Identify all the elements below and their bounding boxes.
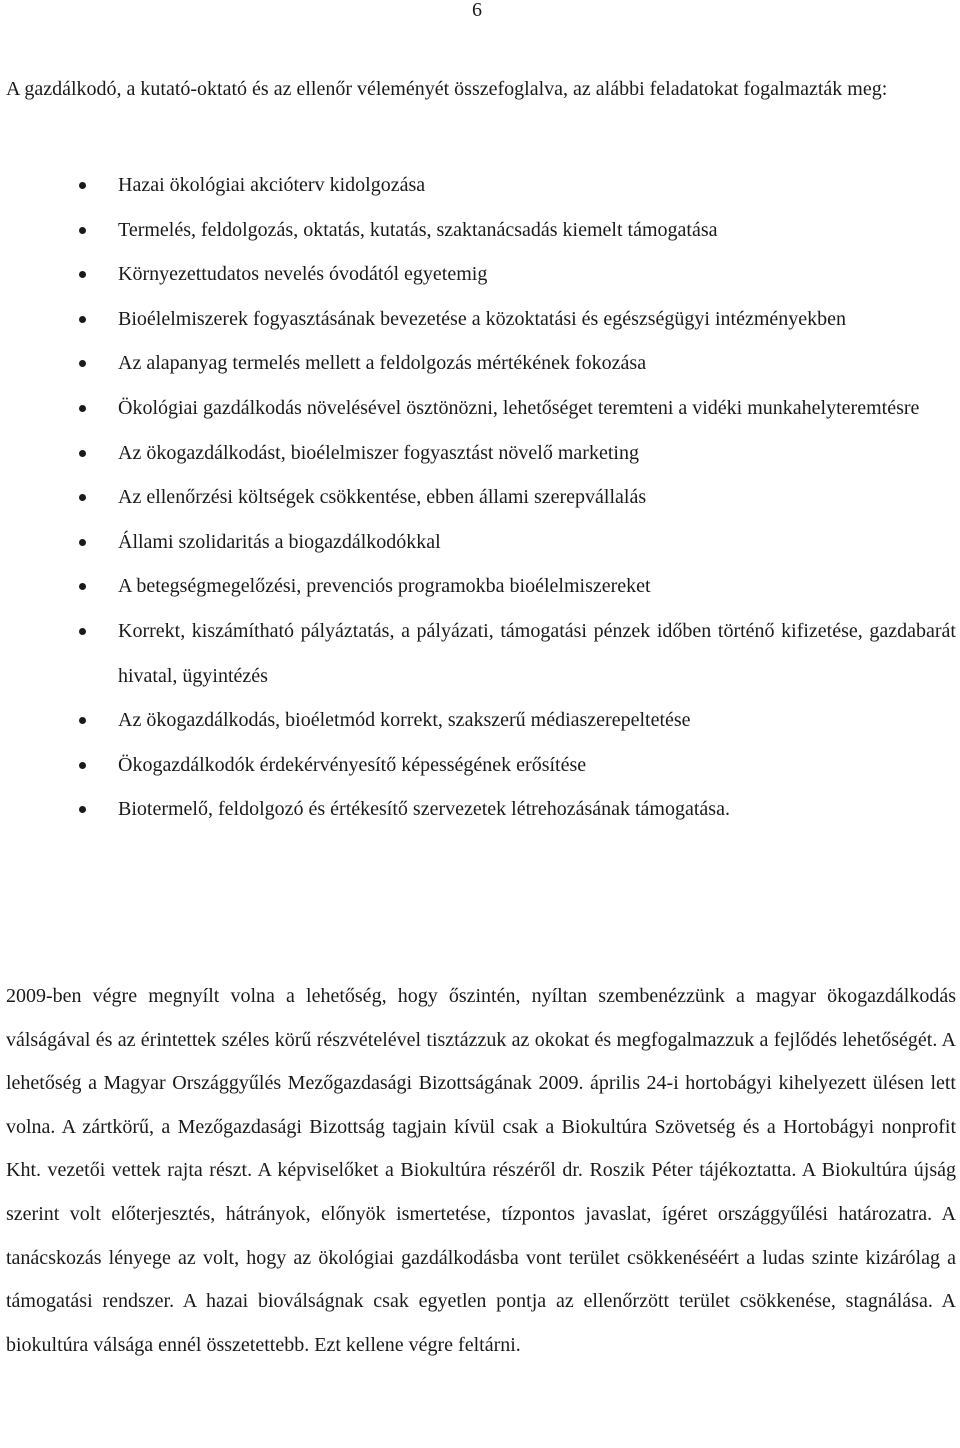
list-item bbox=[0, 520, 956, 565]
list-item bbox=[0, 431, 956, 476]
bullet-icon bbox=[79, 539, 86, 546]
list-item-text: Állami szolidaritás a biogazdálkodókkal bbox=[118, 530, 441, 553]
list-item-text: Ökológiai gazdálkodás növelésével ösztönözni, lehetőséget teremteni a vidéki munkahelyteremtésre bbox=[118, 396, 920, 419]
bullet-icon bbox=[79, 227, 86, 234]
list-item-text: Biotermelő, feldolgozó és értékesítő szervezetek létrehozásának támogatása. bbox=[118, 798, 730, 821]
bullet-icon bbox=[79, 762, 86, 769]
bullet-icon bbox=[79, 494, 86, 501]
list-item-text: Az ökogazdálkodás, bioéletmód korrekt, szakszerű médiaszerepeltetése bbox=[118, 709, 691, 732]
intro-paragraph: A gazdálkodó, a kutató-oktató és az ellenőr véleményét összefoglalva, az alábbi feladatokat fogalmazták meg: bbox=[6, 78, 888, 100]
list-item-text: Hazai ökológiai akcióterv kidolgozása bbox=[118, 174, 426, 196]
page-number: 6 bbox=[472, 0, 482, 21]
bullet-icon bbox=[79, 316, 86, 323]
list-item-text: Ökogazdálkodók érdekérvényesítő képességének erősítése bbox=[118, 753, 587, 776]
list-item-text: Az ökogazdálkodást, bioélelmiszer fogyasztást növelő marketing bbox=[118, 441, 639, 464]
list-item bbox=[0, 698, 956, 743]
bullet-icon bbox=[79, 271, 86, 278]
bullet-icon bbox=[79, 717, 86, 724]
list-item bbox=[0, 787, 956, 832]
bullet-icon bbox=[79, 628, 86, 635]
list-item-text: Az alapanyag termelés mellett a feldolgozás mértékének fokozása bbox=[118, 352, 647, 375]
list-item-text: Termelés, feldolgozás, oktatás, kutatás, szaktanácsadás kiemelt támogatása bbox=[118, 218, 718, 241]
list-item-text: Bioélelmiszerek fogyasztásának bevezetése a közoktatási és egészségügyi intézményekben bbox=[118, 307, 847, 330]
list-item bbox=[0, 475, 956, 520]
list-item-text: A betegségmegelőzési, prevenciós programokba bioélelmiszereket bbox=[118, 575, 651, 598]
bullet-icon bbox=[79, 182, 86, 189]
list-item bbox=[0, 386, 956, 431]
list-item bbox=[0, 743, 956, 788]
list-item-text: Az ellenőrzési költségek csökkentése, ebben állami szerepvállalás bbox=[118, 486, 647, 509]
list-item bbox=[0, 341, 956, 386]
list-item bbox=[0, 297, 956, 342]
list-item-text: Környezettudatos nevelés óvodától egyetemig bbox=[118, 263, 488, 286]
closing-paragraph: 2009-ben végre megnyílt volna a lehetőség, hogy őszintén, nyíltan szembenézzünk a magyar ökogazdálkodás válságával és az érintettek széles körű részvételével tisztázzuk az okokat és megfogalmazzuk a fejlődés lehetőségét. A lehetőség a Magyar Országgyűlés Mezőgazdasági Bizottságának 2009. április 24-i hortobágyi kihelyezett ülésen lett volna. A zártkörű, a Mezőgazdasági Bizottság tagjain kívül csak a Biokultúra Szövetség és a Hortobágyi nonprofit Kht. vezetői vettek rajta részt. A képviselőket a Biokultúra részéről dr. Roszik Péter tájékoztatta. A Biokultúra újság szerint volt előterjesztés, hátrányok, előnyök ismertetése, tízpontos javaslat, ígéret országgyűlési határozatra. A tanácskozás lényege az volt, hogy az ökológiai gazdálkodásba vont terület csökkenéséért a ludas szinte kizárólag a támogatási rendszer. A hazai bioválságnak csak egyetlen pontja az ellenőrzött terület csökkenése, stagnálása. A biokultúra válsága ennél összetettebb. Ezt kellene végre feltárni. bbox=[6, 985, 956, 1356]
bullet-icon bbox=[79, 450, 86, 457]
bullet-icon bbox=[79, 583, 86, 590]
list-item bbox=[0, 208, 956, 253]
bullet-icon bbox=[79, 405, 86, 412]
bullet-icon bbox=[79, 806, 86, 813]
bullet-icon bbox=[79, 360, 86, 367]
task-list bbox=[0, 163, 956, 832]
list-item bbox=[0, 564, 956, 609]
list-item-text: Korrekt, kiszámítható pályáztatás, a pályázati, támogatási pénzek időben történő kifizetése, gazdabarát hivatal, ügyintézés bbox=[118, 619, 956, 687]
list-item bbox=[0, 163, 956, 208]
list-item bbox=[0, 609, 956, 698]
list-item bbox=[0, 252, 956, 297]
